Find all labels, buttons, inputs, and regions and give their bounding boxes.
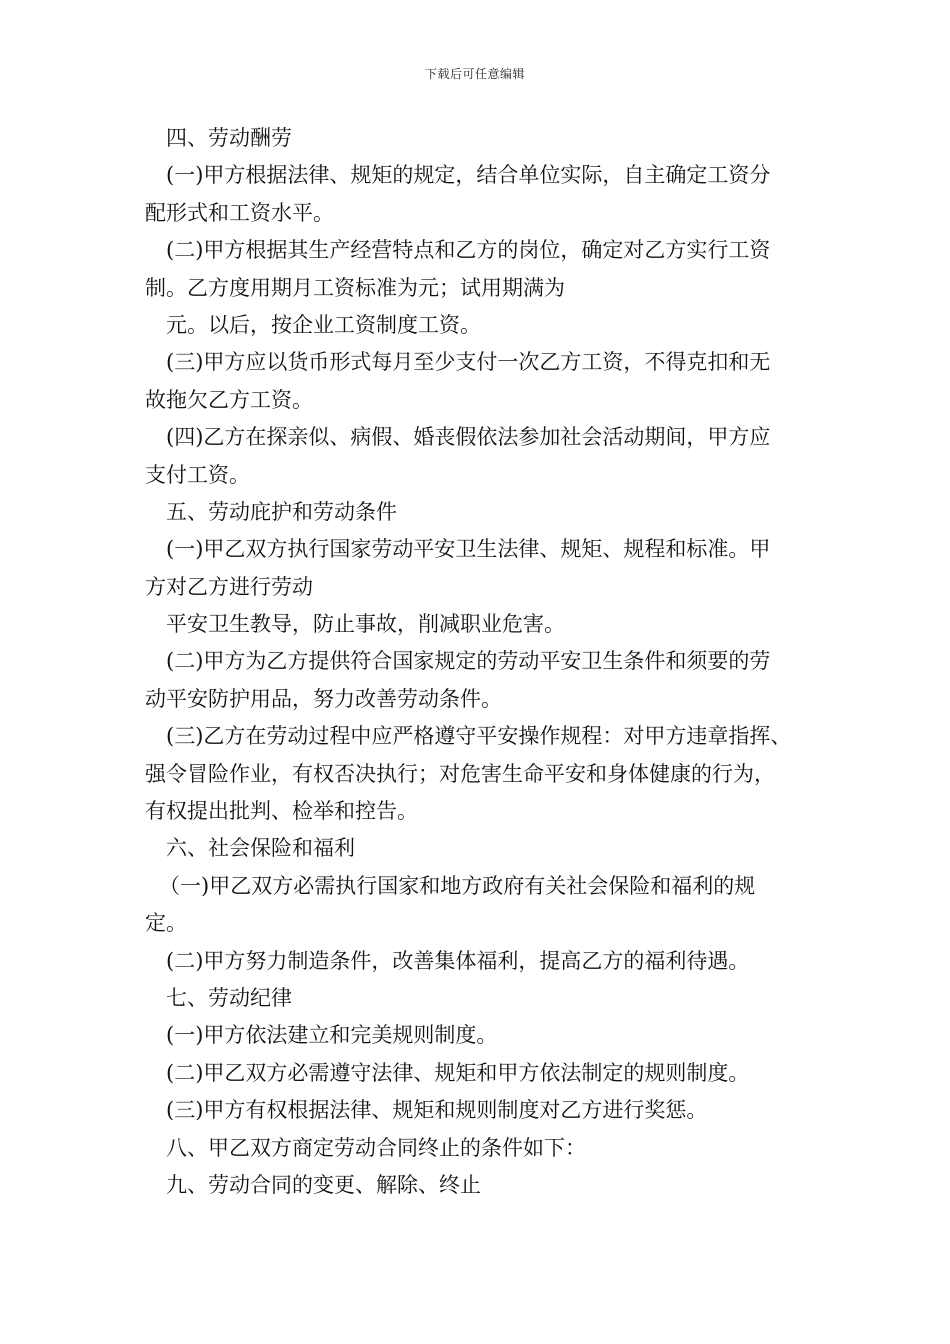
text-line: (二)甲方为乙方提供符合国家规定的劳动平安卫生条件和须要的劳 xyxy=(166,649,771,674)
text-line: 方对乙方进行劳动 xyxy=(145,574,313,599)
text-line: 强令冒险作业，有权否决执行；对危害生命平安和身体健康的行为， xyxy=(145,761,775,786)
text-line: (四)乙方在探亲似、病假、婚丧假依法参加社会活动期间，甲方应 xyxy=(166,425,771,450)
text-line: (三)甲方应以货币形式每月至少支付一次乙方工资，不得克扣和无 xyxy=(166,350,771,375)
text-line: 元。以后，按企业工资制度工资。 xyxy=(166,312,481,337)
text-line: 有权提出批判、检举和控告。 xyxy=(145,799,418,824)
text-line: 配形式和工资水平。 xyxy=(145,200,334,225)
text-line: (一)甲方根据法律、规矩的规定，结合单位实际，自主确定工资分 xyxy=(166,163,771,188)
text-line: 支付工资。 xyxy=(145,462,250,487)
document-body xyxy=(145,120,810,1204)
text-line: 故拖欠乙方工资。 xyxy=(145,387,313,412)
text-line: (一)甲方依法建立和完美规则制度。 xyxy=(166,1023,498,1048)
text-line: (一)甲乙双方执行国家劳动平安卫生法律、规矩、规程和标准。甲 xyxy=(166,537,771,562)
text-line: 六、社会保险和福利 xyxy=(166,836,355,861)
text-line: (三)乙方在劳动过程中应严格遵守平安操作规程：对甲方违章指挥、 xyxy=(166,724,792,749)
text-line: 四、劳动酬劳 xyxy=(166,126,292,150)
text-line: 平安卫生教导，防止事故，削减职业危害。 xyxy=(166,612,565,637)
text-line: 五、劳动庇护和劳动条件 xyxy=(166,499,397,524)
text-line: 八、甲乙双方商定劳动合同终止的条件如下： xyxy=(166,1135,586,1160)
text-line: (二)甲方根据其生产经营特点和乙方的岗位，确定对乙方实行工资 xyxy=(166,238,771,263)
text-line: 动平安防护用品，努力改善劳动条件。 xyxy=(145,686,502,711)
text-line: (三)甲方有权根据法律、规矩和规则制度对乙方进行奖惩。 xyxy=(166,1098,708,1123)
text-line: 定。 xyxy=(145,911,187,936)
text-line: (二)甲方努力制造条件，改善集体福利，提高乙方的福利待遇。 xyxy=(166,948,750,973)
text-line: 七、劳动纪律 xyxy=(166,985,292,1010)
page-header-note: 下载后可任意编辑 xyxy=(424,67,525,81)
text-line: (二)甲乙双方必需遵守法律、规矩和甲方依法制定的规则制度。 xyxy=(166,1060,750,1085)
text-line: 九、劳动合同的变更、解除、终止 xyxy=(166,1172,481,1197)
text-line: 制。乙方度用期月工资标准为元；试用期满为 xyxy=(145,275,565,300)
text-line: （一)甲乙双方必需执行国家和地方政府有关社会保险和福利的规 xyxy=(159,873,756,898)
